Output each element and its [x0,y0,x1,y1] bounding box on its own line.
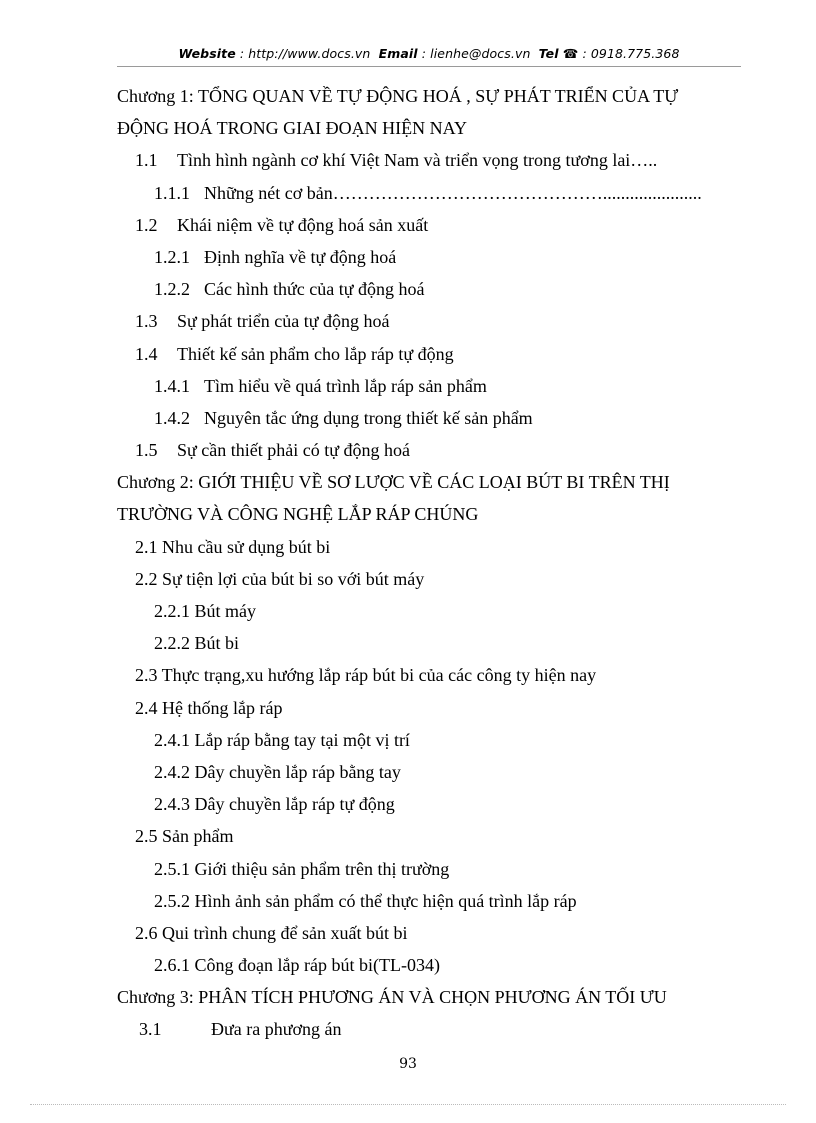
toc-item-1-4: 1.4 Thiết kế sản phẩm cho lắp ráp tự động [135,343,454,364]
toc-item-1-1-1: 1.1.1 Những nét cơ bản………………………………………...................... [154,182,702,203]
toc-item-2-4-1: 2.4.1 Lắp ráp bằng tay tại một vị trí [154,729,410,750]
tel-value: : 0918.775.368 [582,46,680,61]
toc-chapter-2-line-1: Chương 2: GIỚI THIỆU VỀ SƠ LƯỢC VỀ CÁC LOẠI BÚT BI TRÊN THỊ [117,472,670,493]
website-label: Website [178,46,236,61]
page-number: 93 [399,1056,417,1072]
toc-item-2-6-1: 2.6.1 Công đoạn lắp ráp bút bi(TL-034) [154,955,440,976]
toc-item-2-2: 2.2 Sự tiện lợi của bút bi so với bút máy [135,568,425,589]
website-value: : http://www.docs.vn [239,46,371,61]
phone-icon: ☎ [562,46,579,61]
page-bottom-border [30,1104,786,1105]
toc-item-2-5-1: 2.5.1 Giới thiệu sản phẩm trên thị trường [154,858,450,879]
toc-chapter-1-line-1: Chương 1: TỔNG QUAN VỀ TỰ ĐỘNG HOÁ , SỰ PHÁT TRIỂN CỦA TỰ [117,86,679,106]
toc-chapter-1-line-2: ĐỘNG HOÁ TRONG GIAI ĐOẠN HIỆN NAY [117,118,467,139]
toc-item-2-4-2: 2.4.2 Dây chuyền lắp ráp bằng tay [154,761,401,782]
page-header [117,46,741,61]
toc-item-2-5: 2.5 Sản phẩm [135,826,234,847]
toc-chapter-3-line-1: Chương 3: PHÂN TÍCH PHƯƠNG ÁN VÀ CHỌN PHƯƠNG ÁN TỐI ƯU [117,987,667,1008]
toc-item-1-4-1: 1.4.1 Tìm hiểu về quá trình lắp ráp sản phẩm [154,375,487,396]
toc-item-1-2: 1.2 Khái niệm về tự động hoá sản xuất [135,214,429,235]
toc-item-2-2-2: 2.2.2 Bút bi [154,633,240,654]
toc-item-2-3: 2.3 Thực trạng,xu hướng lắp ráp bút bi của các công ty hiện nay [135,665,597,686]
tel-label: Tel [538,46,559,61]
toc-item-2-2-1: 2.2.1 Bút máy [154,601,256,621]
table-of-contents [117,80,747,1046]
toc-item-1-3: 1.3 Sự phát triển của tự động hoá [135,311,390,332]
toc-item-1-2-2: 1.2.2 Các hình thức của tự động hoá [154,279,425,300]
toc-item-2-4: 2.4 Hệ thống lắp ráp [135,697,283,718]
header-divider [117,66,741,67]
email-label: Email [378,46,418,61]
email-value: : lienhe@docs.vn [421,46,531,61]
toc-chapter-2-line-2: TRƯỜNG VÀ CÔNG NGHỆ LẮP RÁP CHÚNG [117,504,479,525]
toc-item-2-1: 2.1 Nhu cầu sử dụng bút bi [135,536,331,557]
toc-item-1-4-2: 1.4.2 Nguyên tắc ứng dụng trong thiết kế sản phẩm [154,407,533,428]
toc-item-2-5-2: 2.5.2 Hình ảnh sản phẩm có thể thực hiện quá trình lắp ráp [154,890,577,911]
toc-item-1-1: 1.1 Tình hình ngành cơ khí Việt Nam và triển vọng trong tương lai….. [135,150,658,171]
toc-item-2-4-3: 2.4.3 Dây chuyền lắp ráp tự động [154,794,395,815]
toc-item-3-1: 3.1 Đưa ra phương án [139,1019,342,1040]
toc-item-1-2-1: 1.2.1 Định nghĩa về tự động hoá [154,246,397,267]
toc-item-1-5: 1.5 Sự cần thiết phải có tự động hoá [135,440,410,461]
toc-item-2-6: 2.6 Qui trình chung để sản xuất bút bi [135,922,408,943]
